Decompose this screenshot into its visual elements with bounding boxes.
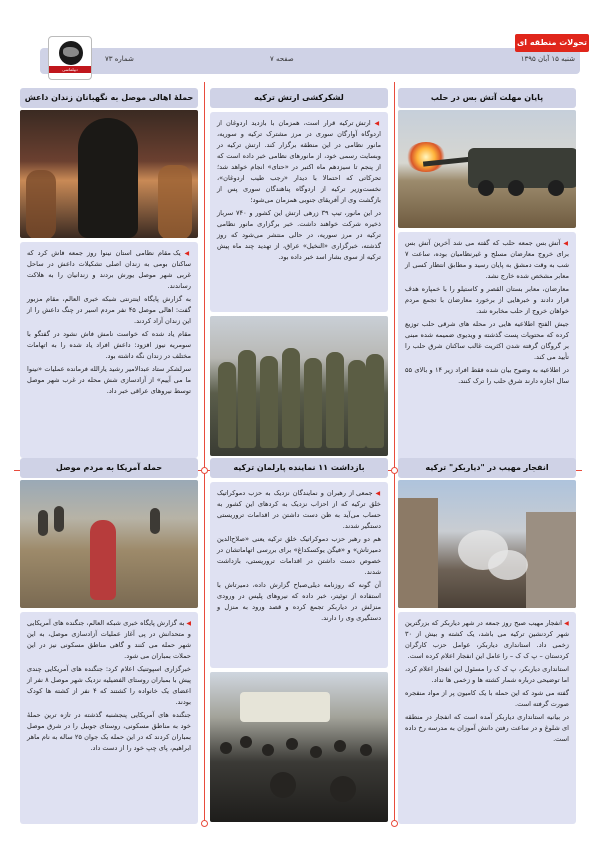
article-title: حملهٔ اهالی موصل به نگهبانان زندان داعش [20, 88, 198, 108]
prisoners-photo [20, 110, 198, 238]
article-body: ◀ آتش بس جمعه حلب که گفته می شد آخرین آتش بس برای خروج معارضان مسلح و غیرنظامیان بوده، ساعت ۷ شب به وقت دمشق به پایان رسید و مطابق انتظار کسی از معابر مشخص شده خارج نشد. معارضان، معابر بستان القصر و کاستیلو را با خمپاره هدف قرار دادند و خبرهایی از برخورد معارضان با تجمع مردم خواهان خروج از حلب مخابره شد. جیش الفتح اطلاعیه هایی در محله های شرقی حلب توزیع کرده که محتویات پست گذشته و ویدیوی ضمیمه شده مبنی بر گروگان گرفته شدن اکثریت غالب ساکنان شرق حلب را تأیید می کند. در اطلاعیه به وضوح بیان شده فقط افراد زیر ۱۴ و بالای ۵۵ سال اجازه دارند شرق حلب را ترک کنند. [398, 232, 576, 464]
article-turkey-army [210, 88, 388, 464]
article-diyarbakir [398, 458, 576, 828]
article-body: ◀ جمعی از رهبران و نمایندگان نزدیک به حزب دموکراتیک خلق ترکیه که از احزاب نزدیک به کردهای این کشور به حساب می‌آید به ظن دست داشتن در اقدامات تروریستی دستگیر شدند. هم دو رهبر حزب دموکراتیک خلق ترکیه یعنی «صلاح‌الدین دمیرتاش» و «فیگن یوکسکداغ» برای بررسی اتهاماتشان در خصوص دست داشتن در اقدامات تروریستی، بازداشت شدند. آن گونه که روزنامه دیلی‌صباح گزارش داده، دمیرتاش با استفاده از توئیتر، خبر داده که نیروهای پلیس در ورودی منزلش در دیاربکر تجمع کرده و قصد ورود به منزل و دستگیری وی را دارند. [210, 482, 388, 668]
section-tag: تحولات منطقه ای [515, 34, 589, 52]
article-title: حمله آمریکا به مردم موصل [20, 458, 198, 478]
article-title: پایان مهلت آتش بس در حلب [398, 88, 576, 108]
divider-dot [391, 467, 398, 474]
article-body: ◀ یک مقام نظامی استان نینوا روز جمعه فاش کرد که ساکنان بومی به زندان اصلی تشکیلات داعش در ساحل غربی شهر موصل یورش بردند و زندانیان را به هلاکت رساندند. به گزارش پایگاه اینترنتی شبکه خبری العالم، مقام مزبور گفت: اهالی موصل ۴۵ نفر مردم اسیر در چنگ داعش را از این زندان آزاد کردند. مقام یاد شده که خواست نامش فاش نشود در گفتگو با سومریه نیوز افزود: داعش افراد یاد شده را به اتهامات مختلف در زندان نگه داشته بود. سرلشکر ستاد عبدالامیر رشید یارالله فرمانده عملیات «نینوا ما می آییم» از آزادسازی شش محله در غرب شهر موصل توسط نیروهای عراقی خبر داد. [20, 242, 198, 458]
artillery-photo [398, 110, 576, 228]
divider-dot [391, 820, 398, 827]
article-aleppo [398, 88, 576, 464]
explosion-photo [398, 480, 576, 608]
page-number: صفحه ۷ [270, 55, 294, 63]
issue-number: شماره ۷۳ [105, 55, 134, 63]
logo-label: دیپلماسی [49, 66, 91, 73]
article-body: ◀ انفجار مهیب صبح روز جمعه در شهر دیاربکر که بزرگترین شهر کردنشین ترکیه می باشد، یک کشته و بیش از ۳۰ زخمی داد. استانداری دیاربکر، عوامل حزب کارگران کردستان – پ ک ک – را عامل این انفجار اعلام کرده است. استانداری دیاربکر، پ ک ک را مسئول این انفجار اعلام کرد، اما توضیحی درباره شمار کشته ها و زخمی ها نداد. گفته می شود که این حمله با یک کامیون پر از مواد منفجره صورت گرفته است. در بیانیه استانداری دیاربکر آمده است که انفجار در منطقه ای شلوغ و در ساعت رفتن دانش آموزان به مدرسه رخ داده است. [398, 612, 576, 824]
article-parliament [210, 458, 388, 828]
issue-date: شنبه ۱۵ آبان ۱۳۹۵ [520, 55, 575, 63]
article-title: بازداشت ۱۱ نماینده پارلمان ترکیه [210, 458, 388, 478]
article-us-mosul [20, 458, 198, 828]
publication-logo [48, 36, 92, 80]
soldiers-photo [210, 316, 388, 456]
article-body: ◀ به گزارش پایگاه خبری شبکه العالم، جنگنده های آمریکایی و متحدانش در پی آغاز عملیات آزادسازی موصل، به این شهر حمله می کنند و گاهی مناطق مسکونی نیز در این حملات بمباران می شود. خبرگزاری اسپوتنیک اعلام کرد: جنگنده های آمریکایی چندی پیش با بمباران روستای الفضیلیه نزدیک شهر موصل ۸ نفر از اعضای یک خانواده را کشتند که ۴ نفر از کشته ها کودک بودند. جنگنده های آمریکایی پنجشنبه گذشته در تازه ترین حملهٔ خود به مناطق مسکونی، روستای جوبیل را در شرق موصل بمباران کردند که در این حمله یک جوان ۲۵ ساله به نام ماهر ابراهیم، پای چپ خود را از دست داد. [20, 612, 198, 824]
divider-dot [201, 467, 208, 474]
divider-dot [201, 820, 208, 827]
globe-icon [59, 41, 83, 65]
column-divider-left [204, 82, 205, 826]
article-title: لشکرکشی ارتش ترکیه [210, 88, 388, 108]
article-mosul-prison [20, 88, 198, 464]
refugee-photo [20, 480, 198, 608]
column-divider-right [394, 82, 395, 826]
crowd-photo [210, 672, 388, 822]
article-body: ◀ ارتش ترکیه قرار است، همزمان با بازدید اردوغان از اردوگاه آوارگان سوری در مرز مشترک ترکیه و سوریه، مانور نظامی در این منطقه برگزار کند. ارتش ترکیه در وبسایت رسمی خود، از مانورهای نظامی خبر داده است که از پنجم تا سیزدهم ماه اکتبر در «حتای» انجام خواهد شد؛ تحرکاتی که احتمالا با دیدار «رجب طیب اردوغان»، نخست‌وزیر ترکیه از اردوگاه پناهندگان سوری پس از بازگشت وی از آفریقای جنوبی همزمان می‌شود؛ در این مانور، تیپ ۳۹ زرهی ارتش این کشور و ۷۴۰ سرباز ذخیره شرکت خواهند داشت. خبر برگزاری مانور نظامی ترکیه در مرز سوریه، در حالی منتشر می‌شود که روز گذشته، خبرگزاری «النخیل» عراق، از تهدید چند ماه پیش ترکیه از سوی بشار اسد خبر داده بود. [210, 112, 388, 312]
article-title: انفجار مهیب در "دیاربکر" ترکیه [398, 458, 576, 478]
